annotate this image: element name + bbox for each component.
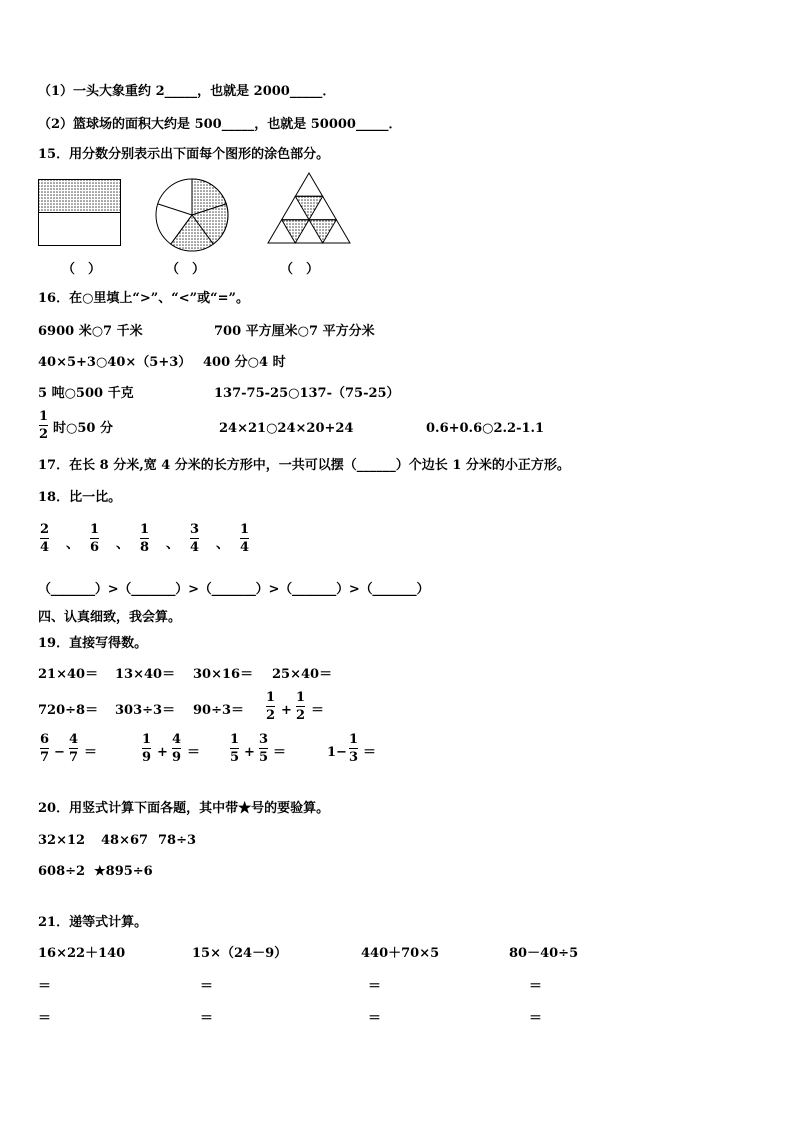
q19-item: 720÷8＝ [38,703,99,718]
fraction-denominator: 4 [190,540,200,555]
separator: 、 [66,537,80,552]
fraction-denominator: 4 [40,540,50,555]
fraction-numerator: 4 [69,732,79,747]
fraction-denominator: 7 [40,750,50,765]
q20-item: ★895÷6 [94,864,153,879]
fraction-numerator: 4 [172,732,182,747]
separator: 、 [216,537,230,552]
fraction [40,522,49,555]
fraction [39,409,48,442]
fraction-numerator: 3 [190,522,200,537]
operator: − [54,745,65,760]
fraction-numerator: 1 [230,732,240,747]
fraction [140,522,149,555]
q19-item: 25×40＝ [272,667,333,682]
fraction [259,732,268,765]
q15-title: 15．用分数分别表示出下面每个图形的涂色部分。 [38,147,330,162]
fraction [266,690,275,723]
equals: ＝ [200,979,214,994]
fraction [40,732,49,765]
fraction [69,732,78,765]
equals: ＝ [368,979,382,994]
equals: ＝ [311,703,325,718]
equals: ＝ [38,1011,52,1026]
q15-answer-1[interactable]: （ ） [62,262,102,277]
q19-item: 21×40＝ [38,667,99,682]
equals: ＝ [368,1011,382,1026]
equals: ＝ [363,745,377,760]
section-title: 四、认真细致，我会算。 [38,610,182,625]
separator: 、 [116,537,130,552]
q19-title: 19．直接写得数。 [38,636,148,651]
q20-item: 78÷3 [158,833,197,848]
fraction-numerator: 2 [40,522,50,537]
equals: ＝ [529,1011,543,1026]
q16-item: 400 分○4 时 [203,355,286,370]
fraction-denominator: 2 [296,708,306,723]
equals: ＝ [200,1011,214,1026]
shaded-rectangle-figure [38,179,122,247]
q19-item: 303÷3＝ [115,703,176,718]
q19-item: 1− [327,745,347,760]
fraction-numerator: 3 [259,732,269,747]
equals: ＝ [84,745,98,760]
fraction [349,732,358,765]
q17-text: 17．在长 8 分米,宽 4 分米的长方形中，一共可以摆（______）个边长 1 分米的小正方形。 [38,458,570,473]
q19-item: 30×16＝ [193,667,254,682]
q16-item: 24×21○24×20+24 [219,421,354,436]
fraction [296,690,305,723]
fraction [172,732,181,765]
fraction-denominator: 2 [266,708,276,723]
equals: ＝ [273,745,287,760]
fraction-numerator: 1 [142,732,152,747]
separator: 、 [166,537,180,552]
fraction-denominator: 8 [140,540,150,555]
q21-expr: 15×（24－9） [192,946,288,961]
fraction [190,522,199,555]
fraction-denominator: 9 [142,750,152,765]
q20-title: 20．用竖式计算下面各题，其中带★号的要验算。 [38,801,330,816]
shaded-triangle-figure [268,172,352,244]
operator: + [157,745,168,760]
operator: + [244,745,255,760]
q16-item: 5 吨○500 千克 [38,386,134,401]
q16-title: 16．在○里填上“>”、“<”或“=”。 [38,291,249,306]
q16-item: 137-75-25○137-（75-25） [214,386,400,401]
q15-answer-3[interactable]: （ ） [280,262,320,277]
q15-answer-2[interactable]: （ ） [166,262,206,277]
fraction-numerator: 1 [349,732,359,747]
q20-item: 48×67 [101,833,149,848]
q16-item: 0.6+0.6○2.2-1.1 [426,421,545,436]
fraction-numerator: 1 [266,690,276,705]
fraction-denominator: 5 [230,750,240,765]
fraction-denominator: 9 [172,750,182,765]
fraction-numerator: 1 [140,522,150,537]
fraction-numerator: 6 [40,732,50,747]
q16-item: 时○50 分 [53,421,113,436]
fraction-denominator: 2 [39,427,49,442]
q20-item: 608÷2 [38,864,86,879]
fraction-numerator: 1 [296,690,306,705]
q16-item: 6900 米○7 千米 [38,324,143,339]
q18-title: 18．比一比。 [38,490,122,505]
shaded-circle-figure [155,178,229,252]
q14-line-1: （1）一头大象重约 2_____，也就是 2000_____． [38,84,336,99]
fraction-denominator: 3 [349,750,359,765]
fraction [240,522,249,555]
equals: ＝ [187,745,201,760]
q19-item: 13×40＝ [115,667,176,682]
fraction-denominator: 7 [69,750,79,765]
q16-item: 700 平方厘米○7 平方分米 [214,324,375,339]
q19-item: 90÷3＝ [193,703,245,718]
q16-item: 40×5+3○40×（5+3） [38,355,192,370]
q18-order-line[interactable]: （_______）>（_______）>（_______）>（_______）>（_______） [38,582,430,597]
q21-title: 21．递等式计算。 [38,915,148,930]
fraction [142,732,151,765]
fraction-denominator: 5 [259,750,269,765]
fraction [90,522,99,555]
q20-item: 32×12 [38,833,86,848]
q21-expr: 440＋70×5 [361,946,440,961]
fraction-numerator: 1 [90,522,100,537]
q14-line-2: （2）篮球场的面积大约是 500_____，也就是 50000_____． [38,117,402,132]
operator: + [281,703,292,718]
fraction-denominator: 6 [90,540,100,555]
fraction [230,732,239,765]
fraction-numerator: 1 [39,409,49,424]
equals: ＝ [529,979,543,994]
q21-expr: 16×22＋140 [38,946,126,961]
q21-expr: 80－40÷5 [509,946,579,961]
fraction-denominator: 4 [240,540,250,555]
fraction-numerator: 1 [240,522,250,537]
equals: ＝ [38,979,52,994]
